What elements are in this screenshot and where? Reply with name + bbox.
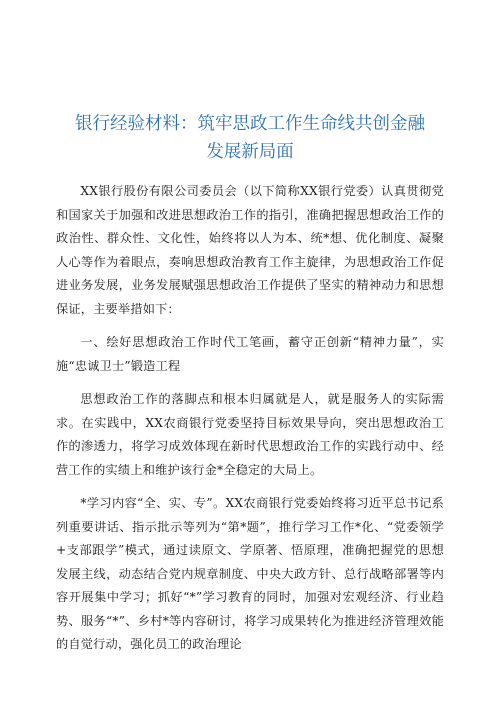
- body-paragraph-2: *学习内容“全、实、专”。XX农商银行党委始终将习近平总书记系列重要讲话、指示批示等列为“第*题”，推行学习工作*化、“党委领学+支部跟学”模式，通过读原文、学原著、悟原理，准确把握党的思想发展主线，动态结合党内规章制度、中央大政方针、总行战略部署等内容开展集中学习；抓好“*”学习教育的同时，加强对宏观经济、行业趋势、服务“*”、乡村*等内容研讨，将学习成果转化为推进经济管理效能的自觉行动，强化员工的政治理论: [56, 496, 444, 651]
- intro-paragraph: XX银行股份有限公司委员会（以下简称XX银行党委）认真贯彻党和国家关于加强和改进思想政治工作的指引，准确把握思想政治工作的政治性、群众性、文化性，始终将以人为本、统*想、优化制度、凝聚人心等作为着眼点，奏响思想政治教育工作主旋律，为思想政治工作促进业务发展，业务发展赋强思想政治工作提供了坚实的精神动力和思想保证，主要举措如下：: [56, 184, 444, 316]
- document-title: [56, 110, 444, 166]
- title-line-1: 银行经验材料：筑牢思政工作生命线共创金融: [75, 114, 425, 134]
- section-heading-1: 一、绘好思想政治工作时代工笔画，蓄守正创新“精神力量”，实施“忠诚卫士”锻造工程: [56, 335, 444, 373]
- title-line-2: 发展新局面: [206, 142, 294, 162]
- body-paragraph-1: 思想政治工作的落脚点和根本归属就是人，就是服务人的实际需求。在实践中，XX农商银行党委坚持目标效果导向，突出思想政治工作的渗透力，将学习成效体现在新时代思想政治工作的实践行动中、经营工作的实绩上和维护该行金*全稳定的大局上。: [56, 392, 444, 477]
